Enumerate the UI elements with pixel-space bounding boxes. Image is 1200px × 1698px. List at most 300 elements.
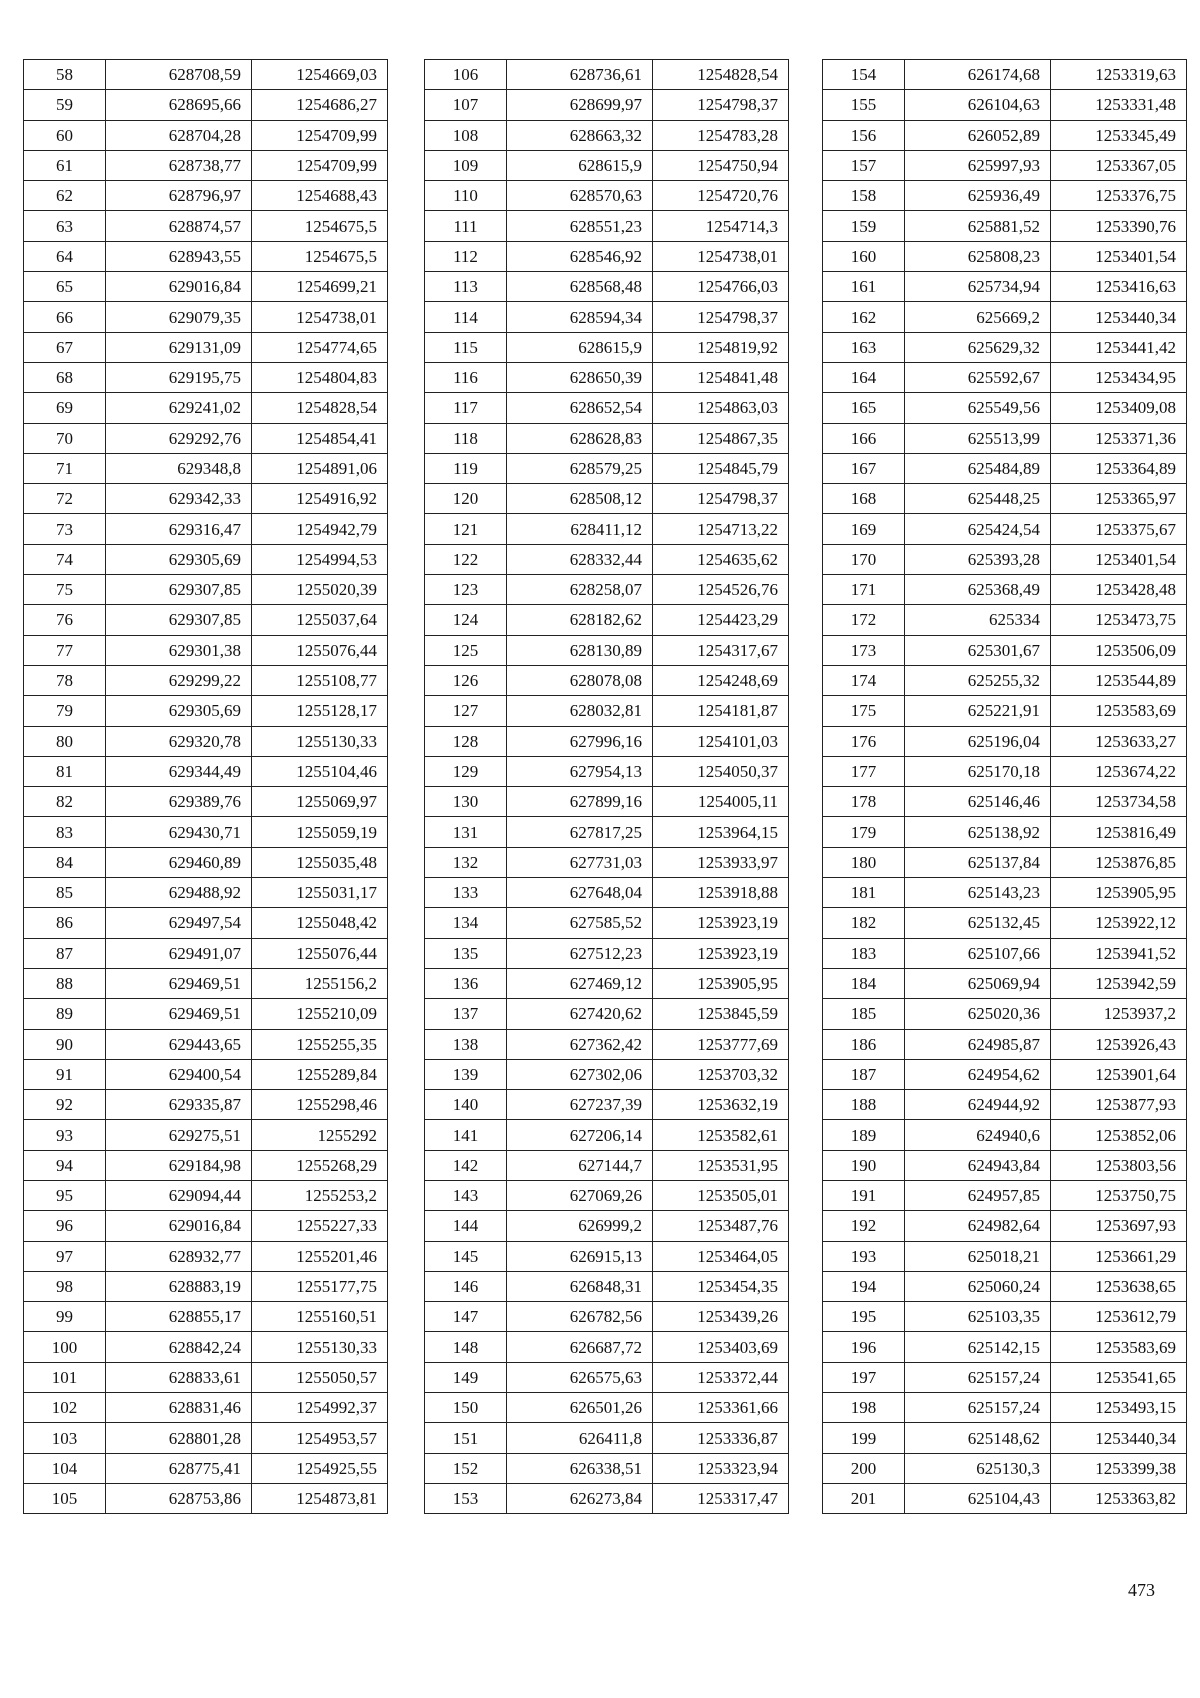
table-row (425, 756, 789, 786)
point-number-cell: 78 (24, 665, 106, 695)
y-coordinate-cell: 1253541,65 (1051, 1362, 1187, 1392)
y-coordinate-cell: 1255156,2 (252, 968, 388, 998)
y-coordinate-cell: 1254526,76 (653, 575, 789, 605)
x-coordinate-cell: 629488,92 (106, 878, 252, 908)
table-row (24, 968, 388, 998)
point-number-cell: 112 (425, 241, 507, 271)
point-number-cell: 120 (425, 484, 507, 514)
y-coordinate-cell: 1253703,32 (653, 1059, 789, 1089)
table-row (823, 423, 1187, 453)
y-coordinate-cell: 1254783,28 (653, 120, 789, 150)
x-coordinate-cell: 628568,48 (507, 272, 653, 302)
table-row (24, 726, 388, 756)
point-number-cell: 142 (425, 1150, 507, 1180)
x-coordinate-cell: 625513,99 (905, 423, 1051, 453)
x-coordinate-cell: 625301,67 (905, 635, 1051, 665)
point-number-cell: 105 (24, 1483, 106, 1513)
x-coordinate-cell: 626915,13 (507, 1241, 653, 1271)
point-number-cell: 66 (24, 302, 106, 332)
table-row (425, 999, 789, 1029)
x-coordinate-cell: 629079,35 (106, 302, 252, 332)
x-coordinate-cell: 626052,89 (905, 120, 1051, 150)
x-coordinate-cell: 629131,09 (106, 332, 252, 362)
y-coordinate-cell: 1254863,03 (653, 393, 789, 423)
y-coordinate-cell: 1254891,06 (252, 453, 388, 483)
x-coordinate-cell: 628736,61 (507, 60, 653, 90)
table-row (24, 211, 388, 241)
point-number-cell: 92 (24, 1090, 106, 1120)
table-row (24, 787, 388, 817)
table-row (823, 999, 1187, 1029)
x-coordinate-cell: 629195,75 (106, 362, 252, 392)
point-number-cell: 106 (425, 60, 507, 90)
y-coordinate-cell: 1253399,38 (1051, 1453, 1187, 1483)
y-coordinate-cell: 1255130,33 (252, 726, 388, 756)
x-coordinate-cell: 625157,24 (905, 1393, 1051, 1423)
y-coordinate-cell: 1255253,2 (252, 1180, 388, 1210)
table-row (823, 1271, 1187, 1301)
table-row (425, 1059, 789, 1089)
table-row (823, 938, 1187, 968)
coordinates-table-right (822, 59, 1187, 1514)
coordinates-table-middle (424, 59, 789, 1514)
point-number-cell: 199 (823, 1423, 905, 1453)
y-coordinate-cell: 1255020,39 (252, 575, 388, 605)
y-coordinate-cell: 1253777,69 (653, 1029, 789, 1059)
x-coordinate-cell: 629184,98 (106, 1150, 252, 1180)
x-coordinate-cell: 624954,62 (905, 1059, 1051, 1089)
point-number-cell: 96 (24, 1211, 106, 1241)
point-number-cell: 128 (425, 726, 507, 756)
y-coordinate-cell: 1253877,93 (1051, 1090, 1187, 1120)
point-number-cell: 129 (425, 756, 507, 786)
table-row (425, 90, 789, 120)
point-number-cell: 108 (425, 120, 507, 150)
point-number-cell: 110 (425, 181, 507, 211)
point-number-cell: 85 (24, 878, 106, 908)
x-coordinate-cell: 626999,2 (507, 1211, 653, 1241)
y-coordinate-cell: 1253441,42 (1051, 332, 1187, 362)
x-coordinate-cell: 625060,24 (905, 1271, 1051, 1301)
y-coordinate-cell: 1253440,34 (1051, 302, 1187, 332)
x-coordinate-cell: 625138,92 (905, 817, 1051, 847)
point-number-cell: 69 (24, 393, 106, 423)
table-row (823, 544, 1187, 574)
x-coordinate-cell: 628831,46 (106, 1393, 252, 1423)
x-coordinate-cell: 629241,02 (106, 393, 252, 423)
table-row (24, 575, 388, 605)
table-row (425, 393, 789, 423)
x-coordinate-cell: 628943,55 (106, 241, 252, 271)
point-number-cell: 113 (425, 272, 507, 302)
point-number-cell: 125 (425, 635, 507, 665)
x-coordinate-cell: 629301,38 (106, 635, 252, 665)
point-number-cell: 77 (24, 635, 106, 665)
y-coordinate-cell: 1253923,19 (653, 938, 789, 968)
point-number-cell: 184 (823, 968, 905, 998)
y-coordinate-cell: 1253933,97 (653, 847, 789, 877)
table-body (24, 60, 388, 1514)
point-number-cell: 79 (24, 696, 106, 726)
x-coordinate-cell: 627899,16 (507, 787, 653, 817)
x-coordinate-cell: 628579,25 (507, 453, 653, 483)
y-coordinate-cell: 1253697,93 (1051, 1211, 1187, 1241)
point-number-cell: 178 (823, 787, 905, 817)
table-row (425, 1453, 789, 1483)
point-number-cell: 123 (425, 575, 507, 605)
y-coordinate-cell: 1253371,36 (1051, 423, 1187, 453)
y-coordinate-cell: 1253317,47 (653, 1483, 789, 1513)
point-number-cell: 154 (823, 60, 905, 90)
table-row (425, 484, 789, 514)
x-coordinate-cell: 628796,97 (106, 181, 252, 211)
y-coordinate-cell: 1253439,26 (653, 1302, 789, 1332)
table-row (425, 211, 789, 241)
table-row (823, 90, 1187, 120)
point-number-cell: 143 (425, 1180, 507, 1210)
table-row (823, 1423, 1187, 1453)
x-coordinate-cell: 629320,78 (106, 726, 252, 756)
point-number-cell: 146 (425, 1271, 507, 1301)
point-number-cell: 163 (823, 332, 905, 362)
y-coordinate-cell: 1254953,57 (252, 1423, 388, 1453)
y-coordinate-cell: 1253409,08 (1051, 393, 1187, 423)
y-coordinate-cell: 1253750,75 (1051, 1180, 1187, 1210)
y-coordinate-cell: 1254688,43 (252, 181, 388, 211)
table-row (823, 817, 1187, 847)
table-row (24, 665, 388, 695)
table-row (823, 241, 1187, 271)
x-coordinate-cell: 629491,07 (106, 938, 252, 968)
y-coordinate-cell: 1253734,58 (1051, 787, 1187, 817)
table-row (24, 878, 388, 908)
table-row (823, 605, 1187, 635)
x-coordinate-cell: 625549,56 (905, 393, 1051, 423)
x-coordinate-cell: 625069,94 (905, 968, 1051, 998)
x-coordinate-cell: 627469,12 (507, 968, 653, 998)
table-row (823, 1150, 1187, 1180)
x-coordinate-cell: 628801,28 (106, 1423, 252, 1453)
point-number-cell: 164 (823, 362, 905, 392)
y-coordinate-cell: 1253319,63 (1051, 60, 1187, 90)
point-number-cell: 153 (425, 1483, 507, 1513)
y-coordinate-cell: 1253372,44 (653, 1362, 789, 1392)
table-row (823, 1332, 1187, 1362)
y-coordinate-cell: 1253922,12 (1051, 908, 1187, 938)
point-number-cell: 62 (24, 181, 106, 211)
y-coordinate-cell: 1255048,42 (252, 908, 388, 938)
x-coordinate-cell: 625881,52 (905, 211, 1051, 241)
table-row (24, 1423, 388, 1453)
y-coordinate-cell: 1253493,15 (1051, 1393, 1187, 1423)
page-number: 473 (1128, 1580, 1155, 1600)
x-coordinate-cell: 629344,49 (106, 756, 252, 786)
point-number-cell: 147 (425, 1302, 507, 1332)
table-body (425, 60, 789, 1514)
x-coordinate-cell: 628855,17 (106, 1302, 252, 1332)
table-body (823, 60, 1187, 1514)
point-number-cell: 117 (425, 393, 507, 423)
y-coordinate-cell: 1255268,29 (252, 1150, 388, 1180)
point-number-cell: 194 (823, 1271, 905, 1301)
y-coordinate-cell: 1254709,99 (252, 120, 388, 150)
x-coordinate-cell: 626782,56 (507, 1302, 653, 1332)
table-row (24, 635, 388, 665)
x-coordinate-cell: 626687,72 (507, 1332, 653, 1362)
y-coordinate-cell: 1253336,87 (653, 1423, 789, 1453)
table-row (425, 241, 789, 271)
table-row (425, 605, 789, 635)
x-coordinate-cell: 628833,61 (106, 1362, 252, 1392)
table-row (425, 1483, 789, 1513)
table-row (823, 787, 1187, 817)
x-coordinate-cell: 629016,84 (106, 1211, 252, 1241)
x-coordinate-cell: 628182,62 (507, 605, 653, 635)
y-coordinate-cell: 1254669,03 (252, 60, 388, 90)
table-row (425, 60, 789, 90)
point-number-cell: 84 (24, 847, 106, 877)
point-number-cell: 166 (823, 423, 905, 453)
x-coordinate-cell: 629497,54 (106, 908, 252, 938)
point-number-cell: 150 (425, 1393, 507, 1423)
point-number-cell: 121 (425, 514, 507, 544)
point-number-cell: 60 (24, 120, 106, 150)
table-row (425, 847, 789, 877)
point-number-cell: 90 (24, 1029, 106, 1059)
point-number-cell: 135 (425, 938, 507, 968)
point-number-cell: 80 (24, 726, 106, 756)
y-coordinate-cell: 1254841,48 (653, 362, 789, 392)
table-row (823, 847, 1187, 877)
x-coordinate-cell: 629016,84 (106, 272, 252, 302)
table-row (24, 1180, 388, 1210)
x-coordinate-cell: 624985,87 (905, 1029, 1051, 1059)
y-coordinate-cell: 1254709,99 (252, 150, 388, 180)
table-row (823, 635, 1187, 665)
y-coordinate-cell: 1255201,46 (252, 1241, 388, 1271)
table-row (425, 938, 789, 968)
point-number-cell: 89 (24, 999, 106, 1029)
x-coordinate-cell: 625146,46 (905, 787, 1051, 817)
y-coordinate-cell: 1255130,33 (252, 1332, 388, 1362)
y-coordinate-cell: 1253612,79 (1051, 1302, 1187, 1332)
y-coordinate-cell: 1254699,21 (252, 272, 388, 302)
table-row (425, 362, 789, 392)
x-coordinate-cell: 627420,62 (507, 999, 653, 1029)
point-number-cell: 195 (823, 1302, 905, 1332)
x-coordinate-cell: 627648,04 (507, 878, 653, 908)
point-number-cell: 159 (823, 211, 905, 241)
y-coordinate-cell: 1253661,29 (1051, 1241, 1187, 1271)
point-number-cell: 132 (425, 847, 507, 877)
point-number-cell: 70 (24, 423, 106, 453)
table-row (425, 787, 789, 817)
table-row (24, 817, 388, 847)
y-coordinate-cell: 1253416,63 (1051, 272, 1187, 302)
x-coordinate-cell: 625808,23 (905, 241, 1051, 271)
table-row (823, 908, 1187, 938)
y-coordinate-cell: 1254873,81 (252, 1483, 388, 1513)
point-number-cell: 145 (425, 1241, 507, 1271)
table-row (425, 1362, 789, 1392)
x-coordinate-cell: 627069,26 (507, 1180, 653, 1210)
point-number-cell: 97 (24, 1241, 106, 1271)
table-row (425, 423, 789, 453)
x-coordinate-cell: 625132,45 (905, 908, 1051, 938)
y-coordinate-cell: 1253905,95 (1051, 878, 1187, 908)
table-row (823, 1120, 1187, 1150)
table-row (823, 968, 1187, 998)
table-row (24, 453, 388, 483)
point-number-cell: 63 (24, 211, 106, 241)
table-row (823, 1483, 1187, 1513)
y-coordinate-cell: 1254992,37 (252, 1393, 388, 1423)
table-row (823, 1302, 1187, 1332)
table-row (24, 514, 388, 544)
point-number-cell: 72 (24, 484, 106, 514)
point-number-cell: 83 (24, 817, 106, 847)
point-number-cell: 99 (24, 1302, 106, 1332)
y-coordinate-cell: 1253364,89 (1051, 453, 1187, 483)
point-number-cell: 141 (425, 1120, 507, 1150)
x-coordinate-cell: 628775,41 (106, 1453, 252, 1483)
table-row (823, 60, 1187, 90)
point-number-cell: 170 (823, 544, 905, 574)
table-row (823, 181, 1187, 211)
y-coordinate-cell: 1253464,05 (653, 1241, 789, 1271)
table-row (24, 1453, 388, 1483)
table-row (425, 1150, 789, 1180)
y-coordinate-cell: 1254675,5 (252, 211, 388, 241)
y-coordinate-cell: 1254942,79 (252, 514, 388, 544)
x-coordinate-cell: 629348,8 (106, 453, 252, 483)
point-number-cell: 136 (425, 968, 507, 998)
point-number-cell: 180 (823, 847, 905, 877)
y-coordinate-cell: 1253926,43 (1051, 1029, 1187, 1059)
point-number-cell: 152 (425, 1453, 507, 1483)
table-row (24, 120, 388, 150)
table-row (823, 878, 1187, 908)
point-number-cell: 98 (24, 1271, 106, 1301)
x-coordinate-cell: 629292,76 (106, 423, 252, 453)
point-number-cell: 187 (823, 1059, 905, 1089)
point-number-cell: 201 (823, 1483, 905, 1513)
x-coordinate-cell: 625393,28 (905, 544, 1051, 574)
y-coordinate-cell: 1254867,35 (653, 423, 789, 453)
y-coordinate-cell: 1254819,92 (653, 332, 789, 362)
table-row (24, 1059, 388, 1089)
x-coordinate-cell: 625734,94 (905, 272, 1051, 302)
point-number-cell: 148 (425, 1332, 507, 1362)
y-coordinate-cell: 1254750,94 (653, 150, 789, 180)
x-coordinate-cell: 625484,89 (905, 453, 1051, 483)
point-number-cell: 122 (425, 544, 507, 574)
table-row (425, 1332, 789, 1362)
table-row (823, 453, 1187, 483)
x-coordinate-cell: 628738,77 (106, 150, 252, 180)
x-coordinate-cell: 626104,63 (905, 90, 1051, 120)
point-number-cell: 126 (425, 665, 507, 695)
x-coordinate-cell: 627512,23 (507, 938, 653, 968)
table-row (425, 1241, 789, 1271)
y-coordinate-cell: 1255108,77 (252, 665, 388, 695)
y-coordinate-cell: 1253403,69 (653, 1332, 789, 1362)
y-coordinate-cell: 1253531,95 (653, 1150, 789, 1180)
x-coordinate-cell: 629299,22 (106, 665, 252, 695)
table-row (24, 605, 388, 635)
y-coordinate-cell: 1255298,46 (252, 1090, 388, 1120)
y-coordinate-cell: 1255104,46 (252, 756, 388, 786)
x-coordinate-cell: 625142,15 (905, 1332, 1051, 1362)
y-coordinate-cell: 1253323,94 (653, 1453, 789, 1483)
y-coordinate-cell: 1254317,67 (653, 635, 789, 665)
point-number-cell: 74 (24, 544, 106, 574)
table-row (823, 514, 1187, 544)
y-coordinate-cell: 1254423,29 (653, 605, 789, 635)
y-coordinate-cell: 1253367,05 (1051, 150, 1187, 180)
table-row (425, 1271, 789, 1301)
x-coordinate-cell: 627996,16 (507, 726, 653, 756)
point-number-cell: 162 (823, 302, 905, 332)
x-coordinate-cell: 628615,9 (507, 150, 653, 180)
x-coordinate-cell: 628551,23 (507, 211, 653, 241)
point-number-cell: 185 (823, 999, 905, 1029)
point-number-cell: 160 (823, 241, 905, 271)
y-coordinate-cell: 1253361,66 (653, 1393, 789, 1423)
table-row (425, 696, 789, 726)
point-number-cell: 173 (823, 635, 905, 665)
point-number-cell: 115 (425, 332, 507, 362)
point-number-cell: 114 (425, 302, 507, 332)
table-row (823, 362, 1187, 392)
point-number-cell: 100 (24, 1332, 106, 1362)
table-row (24, 938, 388, 968)
point-number-cell: 149 (425, 1362, 507, 1392)
y-coordinate-cell: 1253363,82 (1051, 1483, 1187, 1513)
x-coordinate-cell: 629305,69 (106, 696, 252, 726)
y-coordinate-cell: 1253964,15 (653, 817, 789, 847)
point-number-cell: 118 (425, 423, 507, 453)
x-coordinate-cell: 625424,54 (905, 514, 1051, 544)
point-number-cell: 109 (425, 150, 507, 180)
y-coordinate-cell: 1253905,95 (653, 968, 789, 998)
x-coordinate-cell: 626501,26 (507, 1393, 653, 1423)
table-row (823, 1453, 1187, 1483)
table-row (823, 1090, 1187, 1120)
x-coordinate-cell: 629400,54 (106, 1059, 252, 1089)
table-row (425, 878, 789, 908)
table-row (823, 1180, 1187, 1210)
table-row (425, 1393, 789, 1423)
table-row (823, 120, 1187, 150)
point-number-cell: 116 (425, 362, 507, 392)
y-coordinate-cell: 1253365,97 (1051, 484, 1187, 514)
x-coordinate-cell: 628508,12 (507, 484, 653, 514)
y-coordinate-cell: 1253901,64 (1051, 1059, 1187, 1089)
table-row (425, 120, 789, 150)
x-coordinate-cell: 624982,64 (905, 1211, 1051, 1241)
x-coordinate-cell: 628546,92 (507, 241, 653, 271)
table-row (823, 1211, 1187, 1241)
point-number-cell: 137 (425, 999, 507, 1029)
y-coordinate-cell: 1255177,75 (252, 1271, 388, 1301)
x-coordinate-cell: 628032,81 (507, 696, 653, 726)
x-coordinate-cell: 624957,85 (905, 1180, 1051, 1210)
point-number-cell: 151 (425, 1423, 507, 1453)
y-coordinate-cell: 1254713,22 (653, 514, 789, 544)
x-coordinate-cell: 629335,87 (106, 1090, 252, 1120)
table-row (823, 150, 1187, 180)
